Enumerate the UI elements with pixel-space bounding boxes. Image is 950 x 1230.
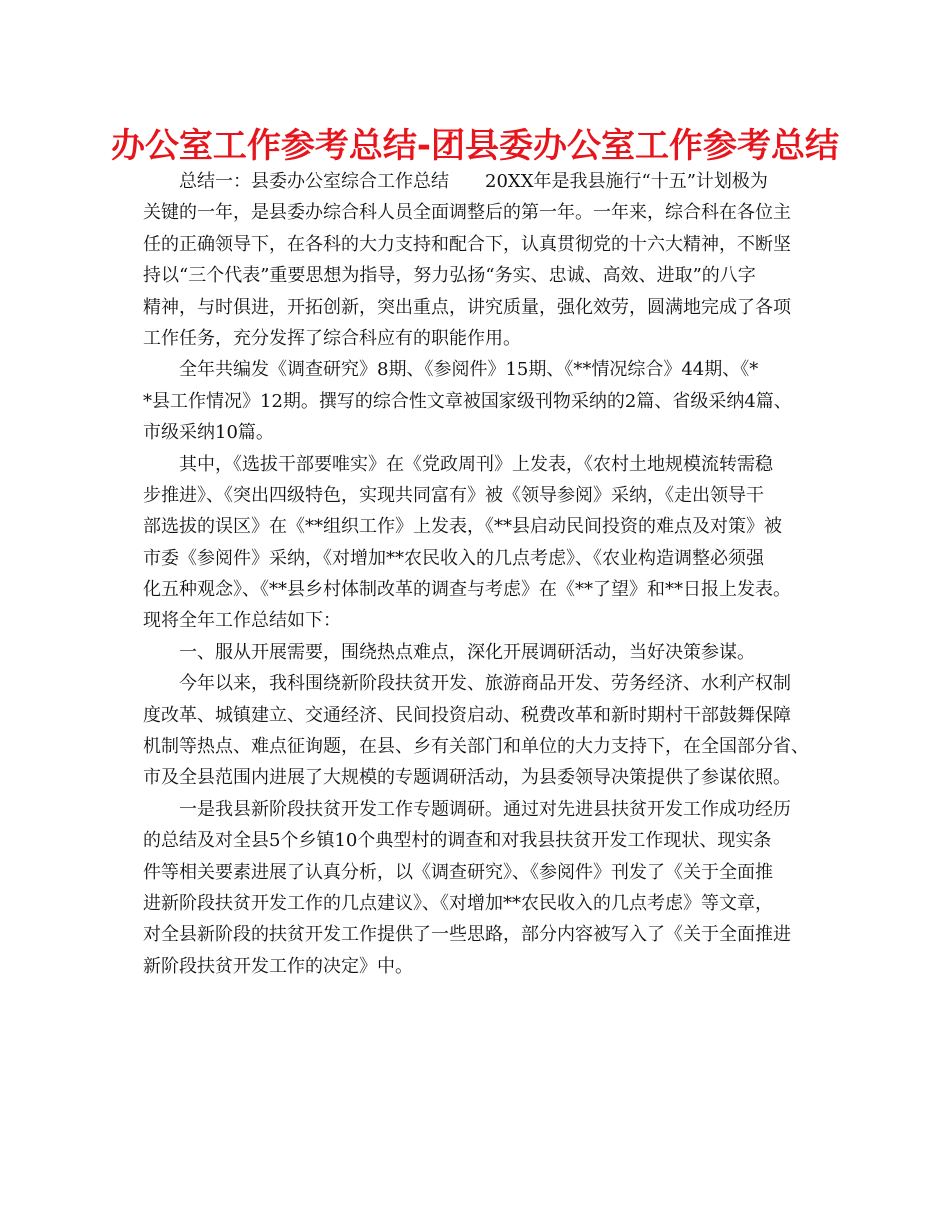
paragraph-line: 任的正确领导下，在各科的大力支持和配合下，认真贯彻党的十六大精神，不断坚 xyxy=(143,233,791,255)
document-body xyxy=(143,166,813,982)
paragraph-line: 精神，与时俱进，开拓创新，突出重点，讲究质量，强化效劳，圆满地完成了各项 xyxy=(143,296,791,318)
paragraph-line: 工作任务，充分发挥了综合科应有的职能作用。 xyxy=(143,327,521,349)
paragraph-line: 进新阶段扶贫开发工作的几点建议》、《对增加**农民收入的几点考虑》等文章， xyxy=(143,892,773,914)
paragraph-line: 部选拔的误区》在《**组织工作》上发表，《**县启动民间投资的难点及对策》被 xyxy=(143,516,782,538)
paragraph-line: 步推进》、《突出四级特色，实现共同富有》被《领导参阅》采纳，《走出领导干 xyxy=(143,484,764,506)
paragraph-line: 全年共编发《调查研究》8期、《参阅件》15期、《**情况综合》44期、《* xyxy=(179,359,759,381)
paragraph-line: 关键的一年，是县委办综合科人员全面调整后的第一年。一年来，综合科在各位主 xyxy=(143,202,791,224)
paragraph-line: 市级采纳10篇。 xyxy=(143,422,274,444)
paragraph-line: 度改革、城镇建立、交通经济、民间投资启动、税费改革和新时期村干部鼓舞保障 xyxy=(143,704,791,726)
paragraph-line: 今年以来，我科围绕新阶段扶贫开发、旅游商品开发、劳务经济、水利产权制 xyxy=(179,673,791,695)
paragraph-line: 总结一：县委办公室综合工作总结 20XX年是我县施行“十五”计划极为 xyxy=(179,171,768,192)
paragraph-line: 市及全县范围内进展了大规模的专题调研活动，为县委领导决策提供了参谋依照。 xyxy=(143,767,791,789)
section-heading-line: 一、服从开展需要，围绕热点难点，深化开展调研活动，当好决策参谋。 xyxy=(179,641,755,663)
paragraph-line: 化五种观念》、《**县乡村体制改革的调查与考虑》在《**了望》和**日报上发表。 xyxy=(143,579,791,601)
paragraph-line: 现将全年工作总结如下： xyxy=(143,610,341,632)
paragraph-line: 机制等热点、难点征询题，在县、乡有关部门和单位的大力支持下，在全国部分省、 xyxy=(143,736,809,758)
paragraph-line: 件等相关要素进展了认真分析，以《调查研究》、《参阅件》刊发了《关于全面推 xyxy=(143,861,773,883)
paragraph-line: 其中，《选拔干部要唯实》在《党政周刊》上发表，《农村土地规模流转需稳 xyxy=(179,453,773,475)
paragraph-line: 的总结及对全县5个乡镇10个典型村的调查和对我县扶贫开发工作现状、现实条 xyxy=(143,830,772,852)
paragraph-line: 一是我县新阶段扶贫开发工作专题调研。通过对先进县扶贫开发工作成功经历 xyxy=(179,798,791,820)
paragraph-line: 新阶段扶贫开发工作的决定》中。 xyxy=(143,955,413,977)
paragraph-line: 持以“三个代表”重要思想为指导，努力弘扬“务实、忠诚、高效、进取”的八字 xyxy=(143,265,756,287)
document-title: 办公室工作参考总结-团县委办公室工作参考总结 xyxy=(110,126,840,166)
paragraph-line: 市委《参阅件》采纳，《对增加**农民收入的几点考虑》、《农业构造调整必须强 xyxy=(143,547,764,569)
paragraph-line: 对全县新阶段的扶贫开发工作提供了一些思路，部分内容被写入了《关于全面推进 xyxy=(143,924,791,946)
paragraph-line: *县工作情况》12期。撰写的综合性文章被国家级刊物采纳的2篇、省级采纳4篇、 xyxy=(143,390,792,412)
